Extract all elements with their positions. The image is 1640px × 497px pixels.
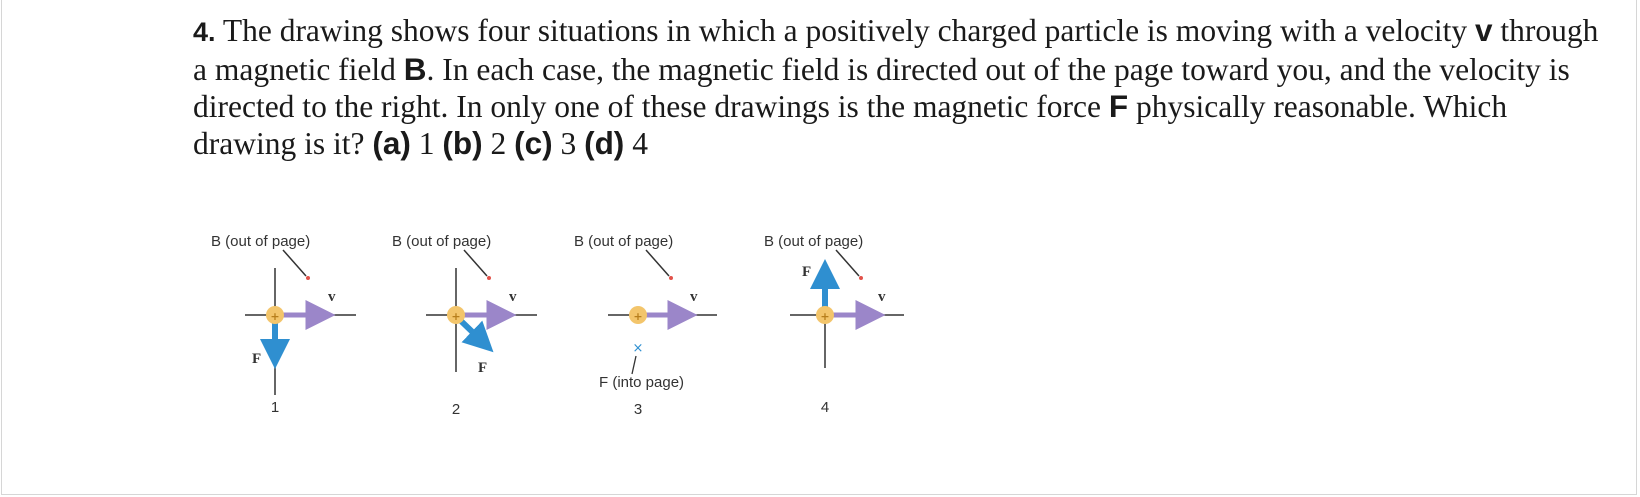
force-into-page-mark: × (632, 341, 644, 356)
b-field-dot (859, 276, 863, 280)
question-text-part-3: . In each case, the magnetic field is directed out of the page toward you, and the velocity is directed to the right. In only one of these drawings is the magnetic force (193, 52, 1570, 124)
option-d-label: (d) (584, 125, 625, 161)
question-text-part-2: through a magnetic field (193, 13, 1599, 87)
b-field-label: B (out of page) (211, 233, 311, 250)
question-number: 4. (193, 17, 216, 47)
option-c-value: 3 (552, 126, 585, 161)
force-symbol: F (1108, 88, 1129, 124)
panel-1 (211, 233, 356, 416)
question-text-part-1: The drawing shows four situations in which a positively charged particle is moving with a velocity (222, 13, 1476, 48)
panel-number: 4 (820, 399, 830, 416)
velocity-symbol: v (1475, 12, 1493, 48)
charge-sign: + (451, 310, 461, 323)
field-symbol: B (403, 51, 427, 87)
velocity-label: v (878, 289, 886, 305)
force-label: F (802, 264, 812, 280)
question-text-part-4: physically reasonable. Which drawing is it? (193, 89, 1508, 161)
velocity-label: v (509, 289, 517, 305)
charge-sign: + (270, 310, 280, 323)
b-field-leader-line (646, 250, 669, 276)
force-into-page-label: F (into page) (599, 374, 685, 391)
b-field-leader-line (836, 250, 859, 276)
b-field-label: B (out of page) (574, 233, 674, 250)
panel-4 (764, 233, 904, 416)
b-field-label: B (out of page) (392, 233, 492, 250)
force-label: F (252, 351, 262, 367)
panel-3 (574, 233, 717, 418)
velocity-label: v (328, 289, 336, 305)
panel-number: 1 (270, 399, 280, 416)
force-leader-line (632, 356, 636, 374)
velocity-label: v (690, 289, 698, 305)
charge-sign: + (820, 310, 830, 323)
option-d-value: 4 (624, 126, 648, 161)
b-field-leader-line (283, 250, 306, 276)
b-field-label: B (out of page) (764, 233, 864, 250)
option-b-value: 2 (482, 126, 515, 161)
force-label: F (478, 360, 488, 376)
b-field-dot (669, 276, 673, 280)
b-field-dot (306, 276, 310, 280)
b-field-dot (487, 276, 491, 280)
charge-sign: + (633, 310, 643, 323)
panel-2 (392, 233, 537, 418)
option-a-value: 1 (410, 126, 443, 161)
panel-number: 3 (633, 401, 643, 418)
option-b-label: (b) (442, 125, 483, 161)
option-c-label: (c) (514, 125, 553, 161)
panel-number: 2 (451, 401, 461, 418)
force-arrow (460, 320, 487, 346)
b-field-leader-line (464, 250, 487, 276)
option-a-label: (a) (372, 125, 411, 161)
